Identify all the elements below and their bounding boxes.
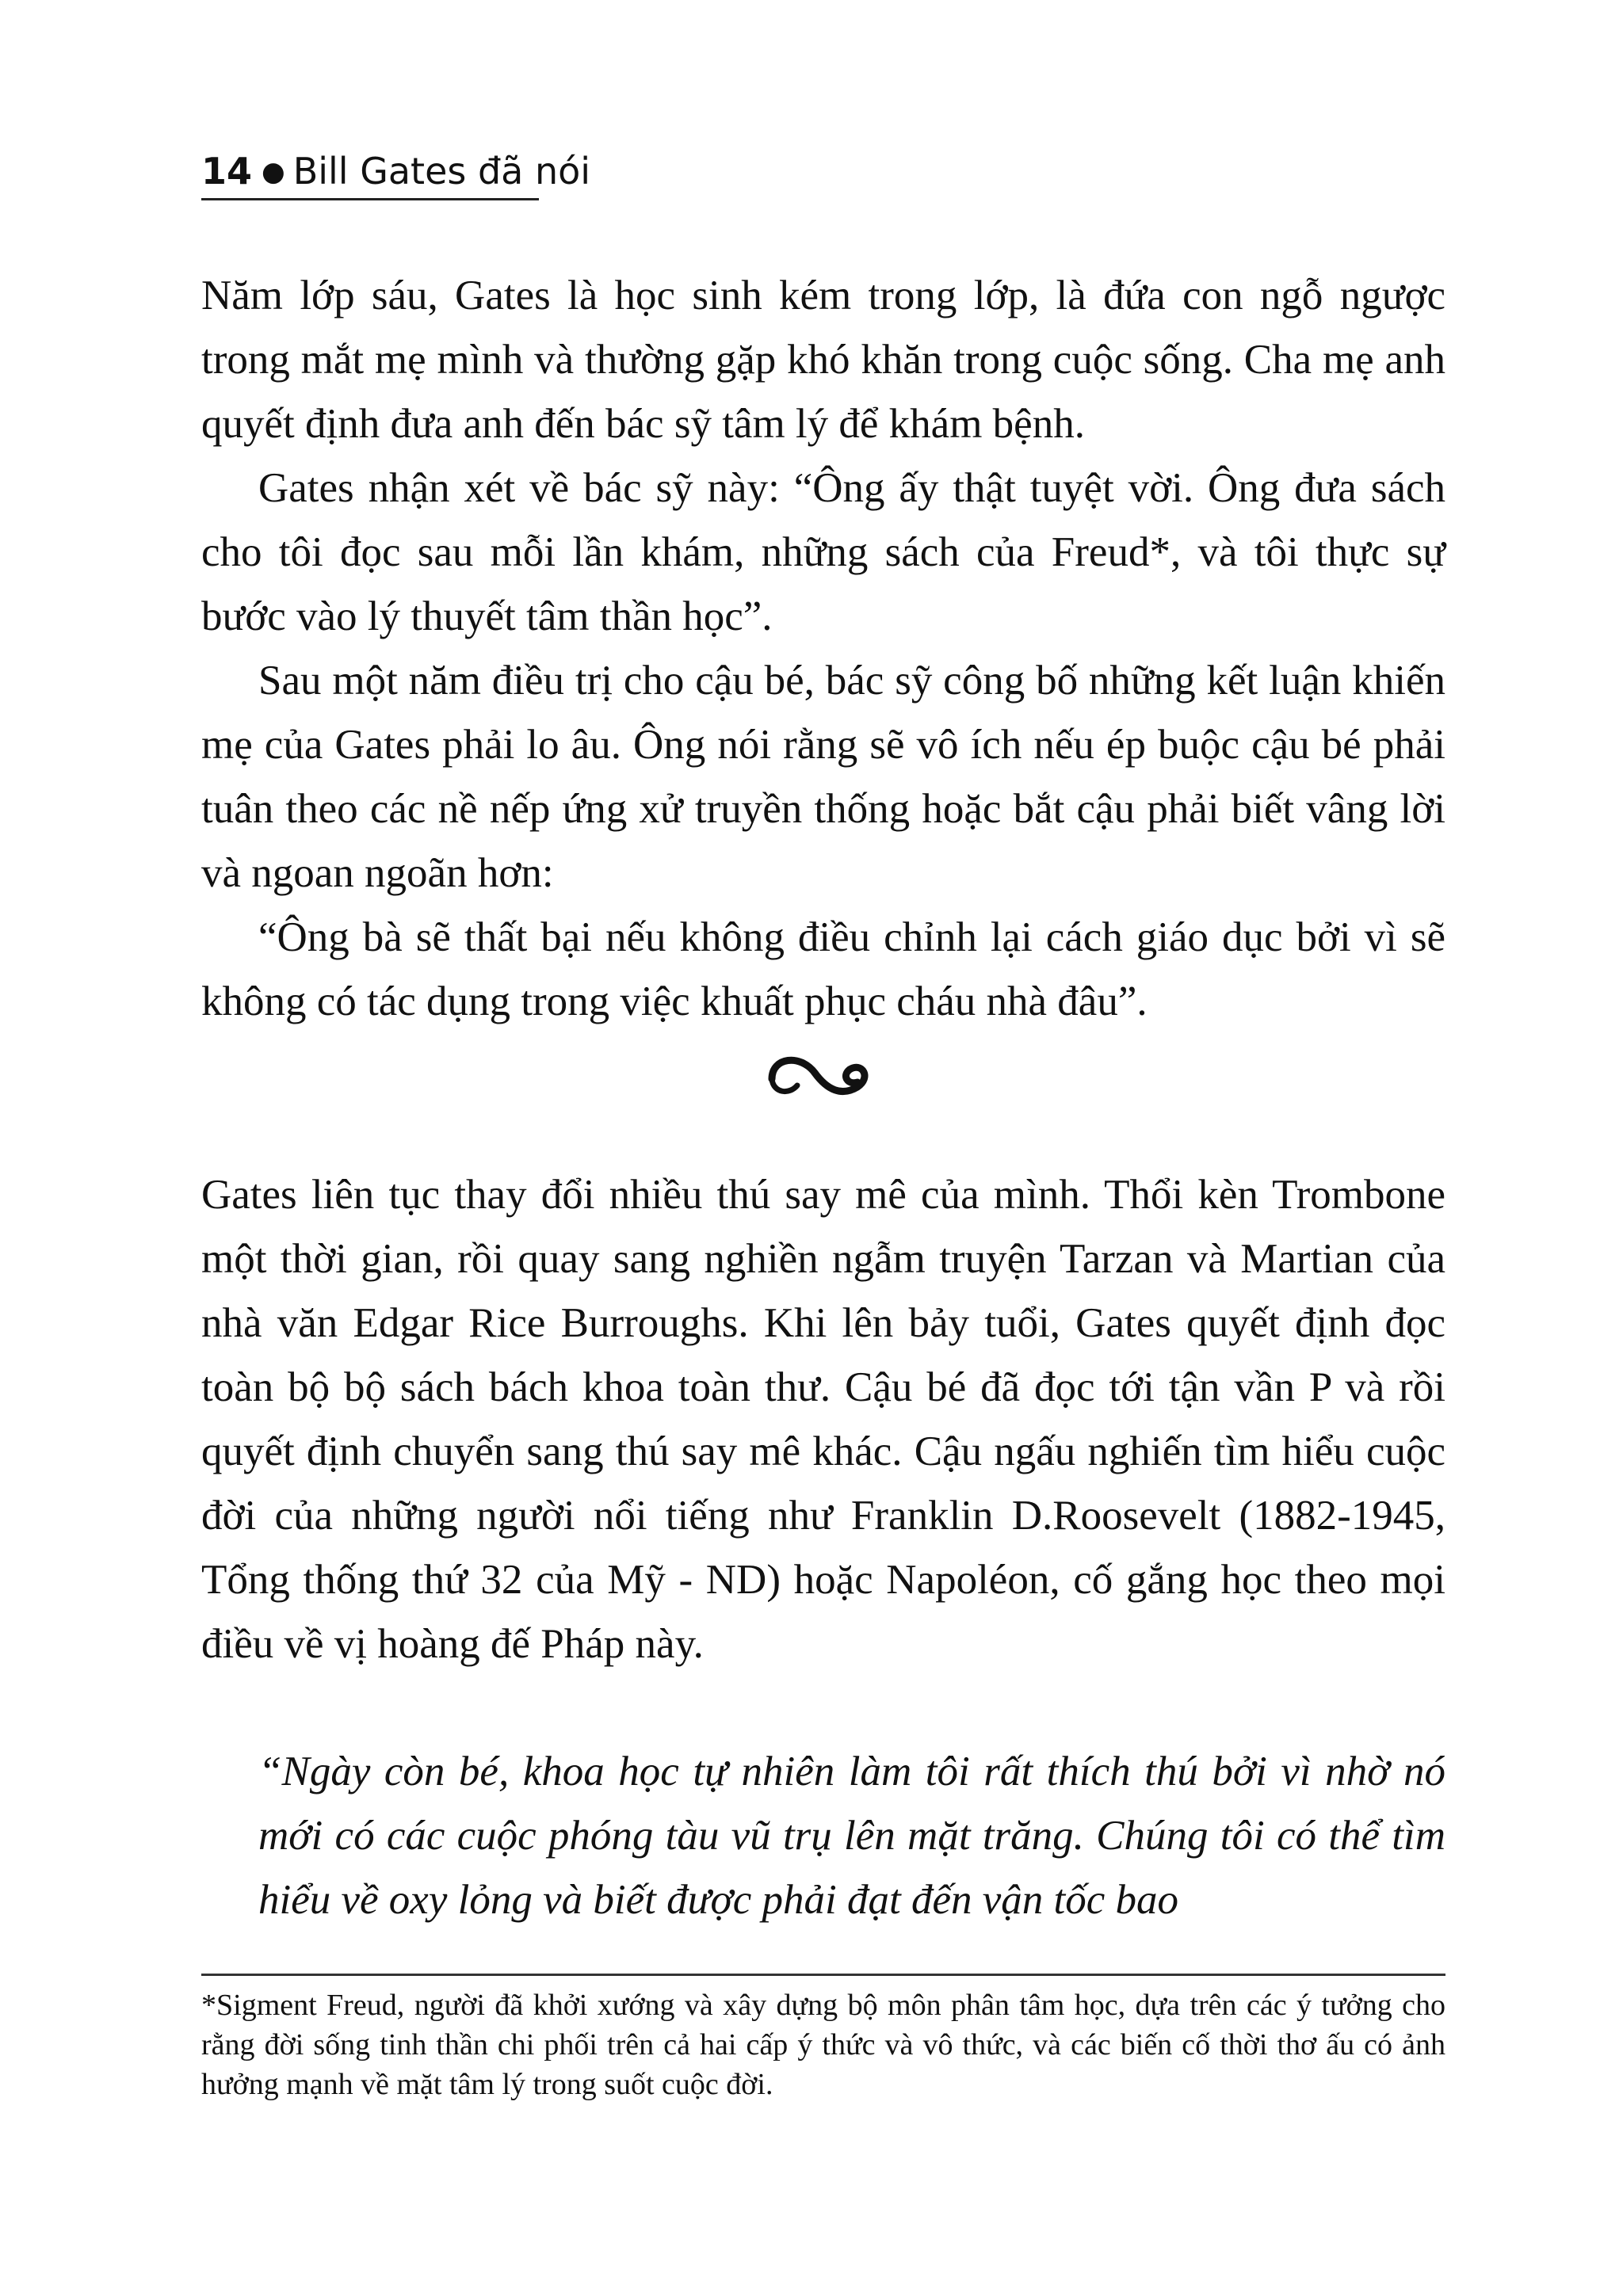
- paragraph-3: Sau một năm điều trị cho cậu bé, bác sỹ công bố những kết luận khiến mẹ của Gates phải lo âu. Ông nói rằng sẽ vô ích nếu ép buộc cậu bé phải tuân theo các nề nếp ứng xử truyền thống hoặc bắt cậu phải biết vâng lời và ngoan ngoãn hơn:: [201, 658, 1445, 896]
- bullet-icon: ●: [262, 156, 285, 188]
- paragraph-2: Gates nhận xét về bác sỹ này: “Ông ấy thật tuyệt vời. Ông đưa sách cho tôi đọc sau mỗi lần khám, những sách của Freud*, và tôi thực sự bước vào lý thuyết tâm thần học”.: [201, 465, 1445, 639]
- book-title: Bill Gates đã nói: [292, 150, 591, 193]
- footnote-rule: [201, 1974, 1445, 1976]
- running-header: [201, 147, 590, 196]
- page-number: 14: [201, 150, 253, 193]
- footnote: *Sigment Freud, người đã khởi xướng và xây dựng bộ môn phân tâm học, dựa trên các ý tưởng cho rằng đời sống tinh thần chi phối trên cả hai cấp ý thức và vô thức, và các biến cố thời thơ ấu có ảnh hưởng mạnh về mặt tâm lý trong suốt cuộc đời.: [201, 1989, 1445, 2101]
- header-underline: [201, 198, 539, 200]
- paragraph-5: Gates liên tục thay đổi nhiều thú say mê của mình. Thổi kèn Trombone một thời gian, rồi quay sang nghiền ngẫm truyện Tarzan và Martian của nhà văn Edgar Rice Burroughs. Khi lên bảy tuổi, Gates quyết định đọc toàn bộ bộ sách bách khoa toàn thư. Cậu bé đã đọc tới tận vần P và rồi quyết định chuyển sang thú say mê khác. Cậu ngấu nghiến tìm hiểu cuộc đời của những người nổi tiếng như Franklin D.Roosevelt (1882-1945, Tổng thống thứ 32 của Mỹ - ND) hoặc Napoléon, cố gắng học theo mọi điều về vị hoàng đế Pháp này.: [201, 1172, 1445, 1667]
- paragraph-4: “Ông bà sẽ thất bại nếu không điều chỉnh lại cách giáo dục bởi vì sẽ không có tác dụng trong việc khuất phục cháu nhà đâu”.: [201, 914, 1445, 1024]
- section-divider-swash-icon: [766, 1044, 884, 1108]
- paragraph-1: Năm lớp sáu, Gates là học sinh kém trong lớp, là đứa con ngỗ ngược trong mắt mẹ mình và thường gặp khó khăn trong cuộc sống. Cha mẹ anh quyết định đưa anh đến bác sỹ tâm lý để khám bệnh.: [201, 273, 1445, 447]
- quote-text: “Ngày còn bé, khoa học tự nhiên làm tôi rất thích thú bởi vì nhờ nó mới có các cuộc phóng tàu vũ trụ lên mặt trăng. Chúng tôi có thể tìm hiểu về oxy lỏng và biết được phải đạt đến vận tốc bao: [258, 1749, 1445, 1923]
